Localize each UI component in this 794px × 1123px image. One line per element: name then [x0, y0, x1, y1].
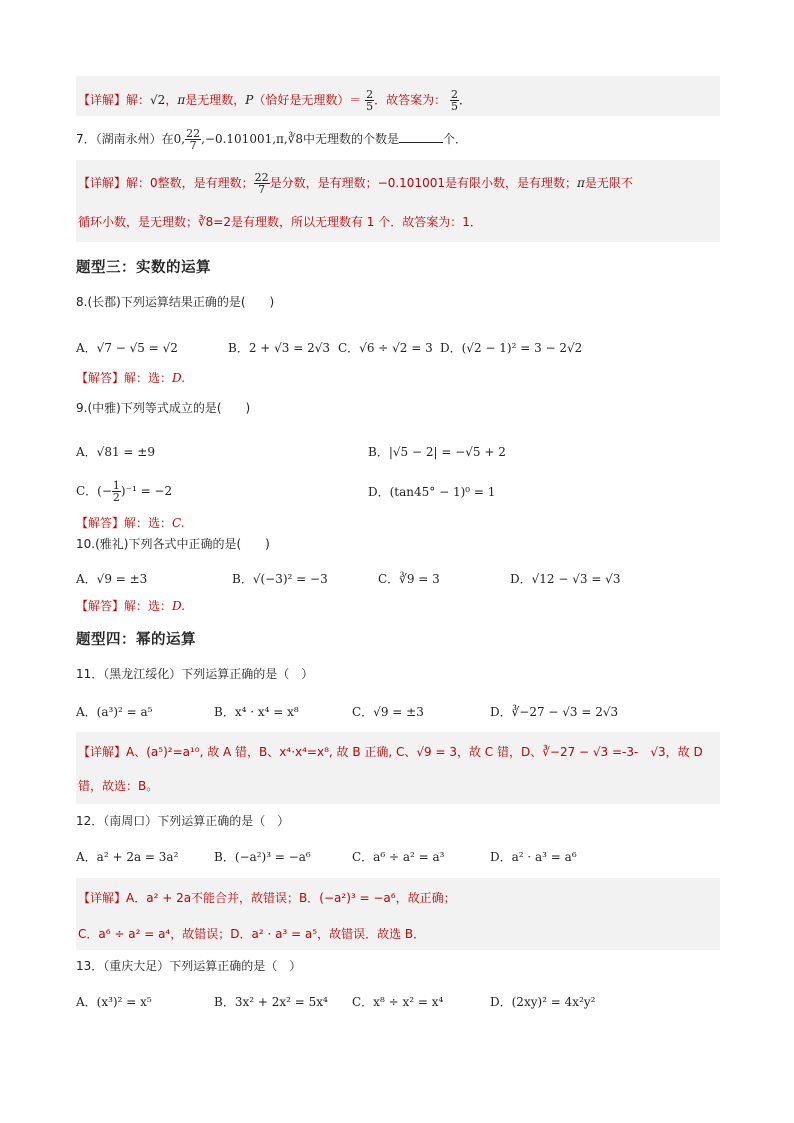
- option-d: D．(2xy)² = 4x²y²: [490, 995, 596, 1009]
- answer-line-1: 【详解】解：0整数，是有理数； $\frac{22}{7}$ 是分数，是有理数；−0.101001是有限小数，是有理数；π是无限不: [78, 171, 633, 196]
- option-c: C．√9 = ±3: [352, 705, 424, 719]
- option-c: C．∛9 = 3: [378, 572, 440, 586]
- answer-box-12: 【详解】A．a² + 2a不能合并，故错误；B．(−a²)³ = −a⁶，故正确； C．a⁶ ÷ a² = a⁴，故错误；D．a² · a³ = a⁵，故错误．故选 B．: [76, 878, 720, 950]
- question-13-stem: 13．（重庆大足）下列运算正确的是（ ）: [76, 959, 302, 973]
- question-12-stem: 12．（南周口）下列运算正确的是（ ）: [76, 814, 290, 828]
- option-a: A．a² + 2a = 3a²: [76, 850, 179, 864]
- option-a: A．√9 = ±3: [76, 572, 148, 586]
- option-c: C．√6 ÷ √2 = 3: [338, 341, 433, 355]
- answer-10: 【解答】解：选：D.: [76, 599, 186, 613]
- answer-line-2: 循环小数，是无理数；∛8=2是有理数，所以无理数有 1 个．故答案为：1．: [78, 215, 482, 229]
- option-c: C．a⁶ ÷ a² = a³: [352, 850, 445, 864]
- option-c: C．x⁸ ÷ x² = x⁴: [352, 995, 444, 1009]
- option-d: D．∛−27 − √3 = 2√3: [490, 705, 619, 719]
- question-9-stem: 9.(中雅)下列等式成立的是( ): [76, 401, 251, 415]
- fraction: $\frac{2}{5}$: [451, 88, 458, 113]
- option-d: D．(√2 − 1)² = 3 − 2√2: [440, 341, 583, 355]
- answer-tag: 【详解】: [78, 93, 127, 107]
- option-a: A．√7 − √5 = √2: [76, 341, 178, 355]
- fraction: $\frac{2}{5}$: [366, 88, 374, 113]
- option-b: B．x⁴ · x⁴ = x⁸: [214, 705, 299, 719]
- option-d: D．a² · a³ = a⁶: [490, 850, 577, 864]
- option-a: A．(a³)² = a⁵: [76, 705, 153, 719]
- option-c: C．(− $\frac{1}{2}$ )⁻¹ = −2: [76, 479, 173, 504]
- answer-9: 【解答】解：选：C.: [76, 516, 185, 530]
- answer-box-7: [76, 160, 720, 242]
- option-d: D．√12 − √3 = √3: [510, 572, 621, 586]
- option-b: B．|√5 − 2| = −√5 + 2: [368, 445, 506, 459]
- section-heading-4: 题型四：幂的运算: [76, 632, 196, 648]
- option-a: A．(x³)² = x⁵: [76, 995, 152, 1009]
- answer-blank: [399, 132, 443, 143]
- option-b: B．√(−3)² = −3: [232, 572, 328, 586]
- answer-box-11: 【详解】A、(a⁵)²=a¹⁰, 故 A 错，B、x⁴·x⁴=x⁸, 故 B 正确, C、√9 = 3，故 C 错，D、∛−27 − √3 =-3- √3，故 D 错，故选：B。: [76, 732, 720, 804]
- answer-box-6: [76, 76, 720, 116]
- question-7: 7．（湖南永州）在0, $\frac{22}{7}$ ,−0.101001,π,∛8中无理数的个数是 个．: [76, 127, 468, 152]
- question-11-stem: 11．（黑龙江绥化）下列运算正确的是（ ）: [76, 667, 314, 681]
- answer-line: 【详解】解：√2，π是无理数，P（恰好是无理数）＝ $\frac{2}{5}$ ．故答案为： $\frac{2}{5}$ ．: [78, 88, 472, 113]
- option-b: B．3x² + 2x² = 5x⁴: [214, 995, 328, 1009]
- section-heading-3: 题型三：实数的运算: [76, 260, 211, 276]
- answer-8: 【解答】解：选：D.: [76, 371, 186, 385]
- question-8-stem: 8.(长郡)下列运算结果正确的是( ): [76, 295, 275, 309]
- question-10-stem: 10.(雅礼)下列各式中正确的是( ): [76, 537, 270, 551]
- option-d: D．(tan45° − 1)⁰ = 1: [368, 485, 496, 499]
- option-b: B．(−a²)³ = −a⁶: [214, 850, 311, 864]
- option-a: A．√81 = ±9: [76, 445, 155, 459]
- option-b: B．2 + √3 = 2√3: [228, 341, 331, 355]
